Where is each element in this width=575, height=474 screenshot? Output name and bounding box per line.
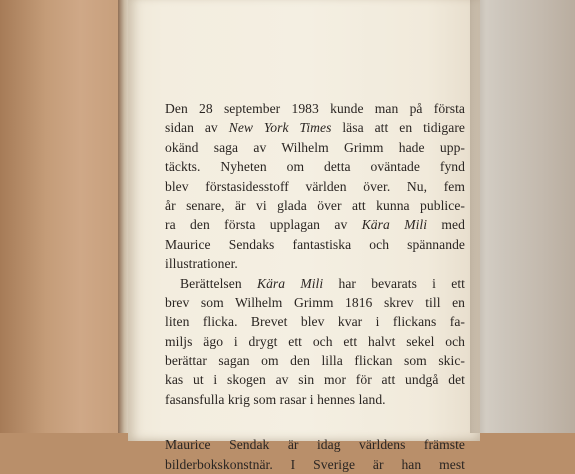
text-segment: sidan av [165,120,229,136]
text-segment: läsa att en tidigare [331,120,466,136]
text-segment: berättar sagan om den lilla flickan som skic- [165,353,465,369]
text-segment: okänd saga av Wilhelm Grimm hade upp- [165,139,465,155]
italic-title: Kära Mili [256,275,324,291]
text-line [165,157,465,176]
text-segment: Maurice Sendak är idag världens främste [165,437,465,453]
text-segment: med [427,217,465,233]
text-segment: fasansfulla krig som rasar i hennes land. [165,391,386,407]
text-segment: Den 28 september 1983 kunde man på första [165,101,465,116]
text-line [165,254,465,273]
text-segment: illustrationer. [165,256,238,272]
italic-title: Kära Mili [361,217,428,233]
text-line [165,274,465,293]
text-line [165,312,465,331]
paragraph-2 [165,274,465,410]
text-line [165,99,465,118]
text-line [165,370,465,389]
text-line [165,235,465,254]
page-edge-shadow [470,0,486,433]
text-segment: liten flicka. Brevet blev kvar i flickans fa- [165,314,465,330]
text-segment: Maurice Sendaks fantastiska och spännande [165,236,465,252]
text-segment: miljs ägo i drygt ett och ett halvt sekel och [165,333,465,349]
text-segment: Berättelsen [180,275,257,291]
text-line [165,435,465,454]
text-line [165,177,465,196]
text-line [165,351,465,370]
text-line [165,118,465,137]
text-segment: år senare, är vi glada över att kunna publice- [165,197,465,213]
text-line [165,215,465,234]
text-line [165,196,465,215]
text-segment: ra den första upplagan av [165,217,362,233]
text-line [165,455,465,474]
text-line [165,138,465,157]
paragraph-gap [165,409,465,435]
text-segment: blev förstasidesstoff världen över. Nu, fem [165,178,465,194]
page-text [165,99,465,474]
text-segment: kas ut i skogen av sin mor för att undgå det [165,372,465,388]
text-segment: har bevarats i ett [323,275,465,291]
text-line [165,390,465,409]
paragraph-1 [165,99,465,274]
italic-title: New York Times [228,120,332,136]
text-line [165,293,465,312]
paragraph-3 [165,435,465,474]
text-segment: täckts. Nyheten om detta oväntade fynd [165,159,465,175]
text-segment: bilderbokskonstnär. I Sverige är han mest [165,456,465,472]
text-line [165,332,465,351]
text-segment: brev som Wilhelm Grimm 1816 skrev till en [165,294,465,310]
